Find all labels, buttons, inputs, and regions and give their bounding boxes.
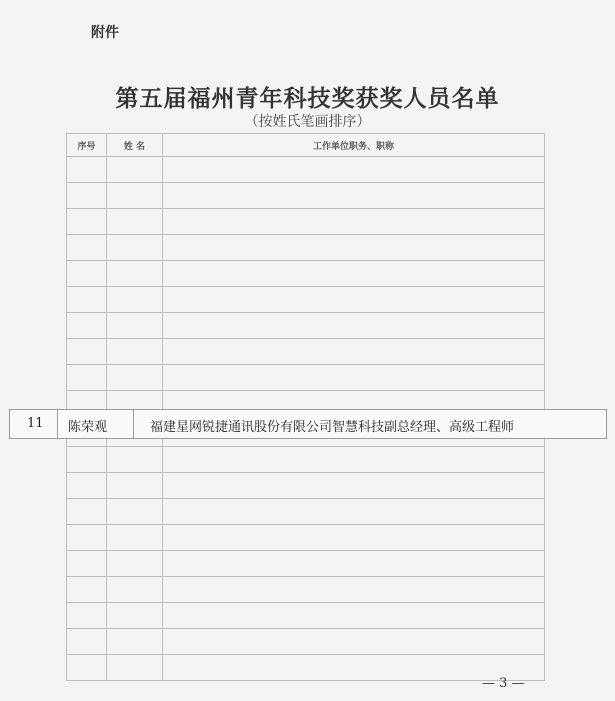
row-name: 陈荣观: [68, 420, 108, 435]
blurred-row: [67, 525, 545, 551]
blurred-row: [67, 629, 545, 655]
highlighted-row: [9, 409, 607, 439]
table-header-row: [67, 134, 545, 157]
blurred-row: [67, 447, 545, 473]
blurred-row: [67, 157, 545, 183]
blurred-row: [67, 603, 545, 629]
blurred-row: [67, 499, 545, 525]
blurred-row: [67, 365, 545, 391]
blurred-row: [67, 551, 545, 577]
page-subtitle: （按姓氏笔画排序）: [244, 114, 371, 130]
attachment-label: 附件: [91, 25, 119, 41]
header-no: 序号: [67, 134, 107, 157]
blurred-row: [67, 313, 545, 339]
blurred-row: [67, 235, 545, 261]
column-divider: [133, 410, 134, 438]
blurred-row: [67, 655, 545, 681]
blurred-row: [67, 473, 545, 499]
blurred-row: [67, 287, 545, 313]
awardee-table: [66, 133, 544, 681]
page-title: 第五届福州青年科技奖获奖人员名单: [115, 85, 500, 112]
column-divider: [57, 410, 58, 438]
blurred-row: [67, 261, 545, 287]
blurred-row: [67, 183, 545, 209]
header-work: 工作单位职务、职称: [163, 134, 545, 157]
header-name: 姓 名: [107, 134, 163, 157]
row-number: 11: [27, 416, 44, 431]
row-work: 福建星网锐捷通讯股份有限公司智慧科技副总经理、高级工程师: [150, 420, 515, 435]
blurred-row: [67, 209, 545, 235]
page-number: — 3 —: [482, 676, 525, 691]
blurred-row: [67, 339, 545, 365]
blurred-row: [67, 577, 545, 603]
